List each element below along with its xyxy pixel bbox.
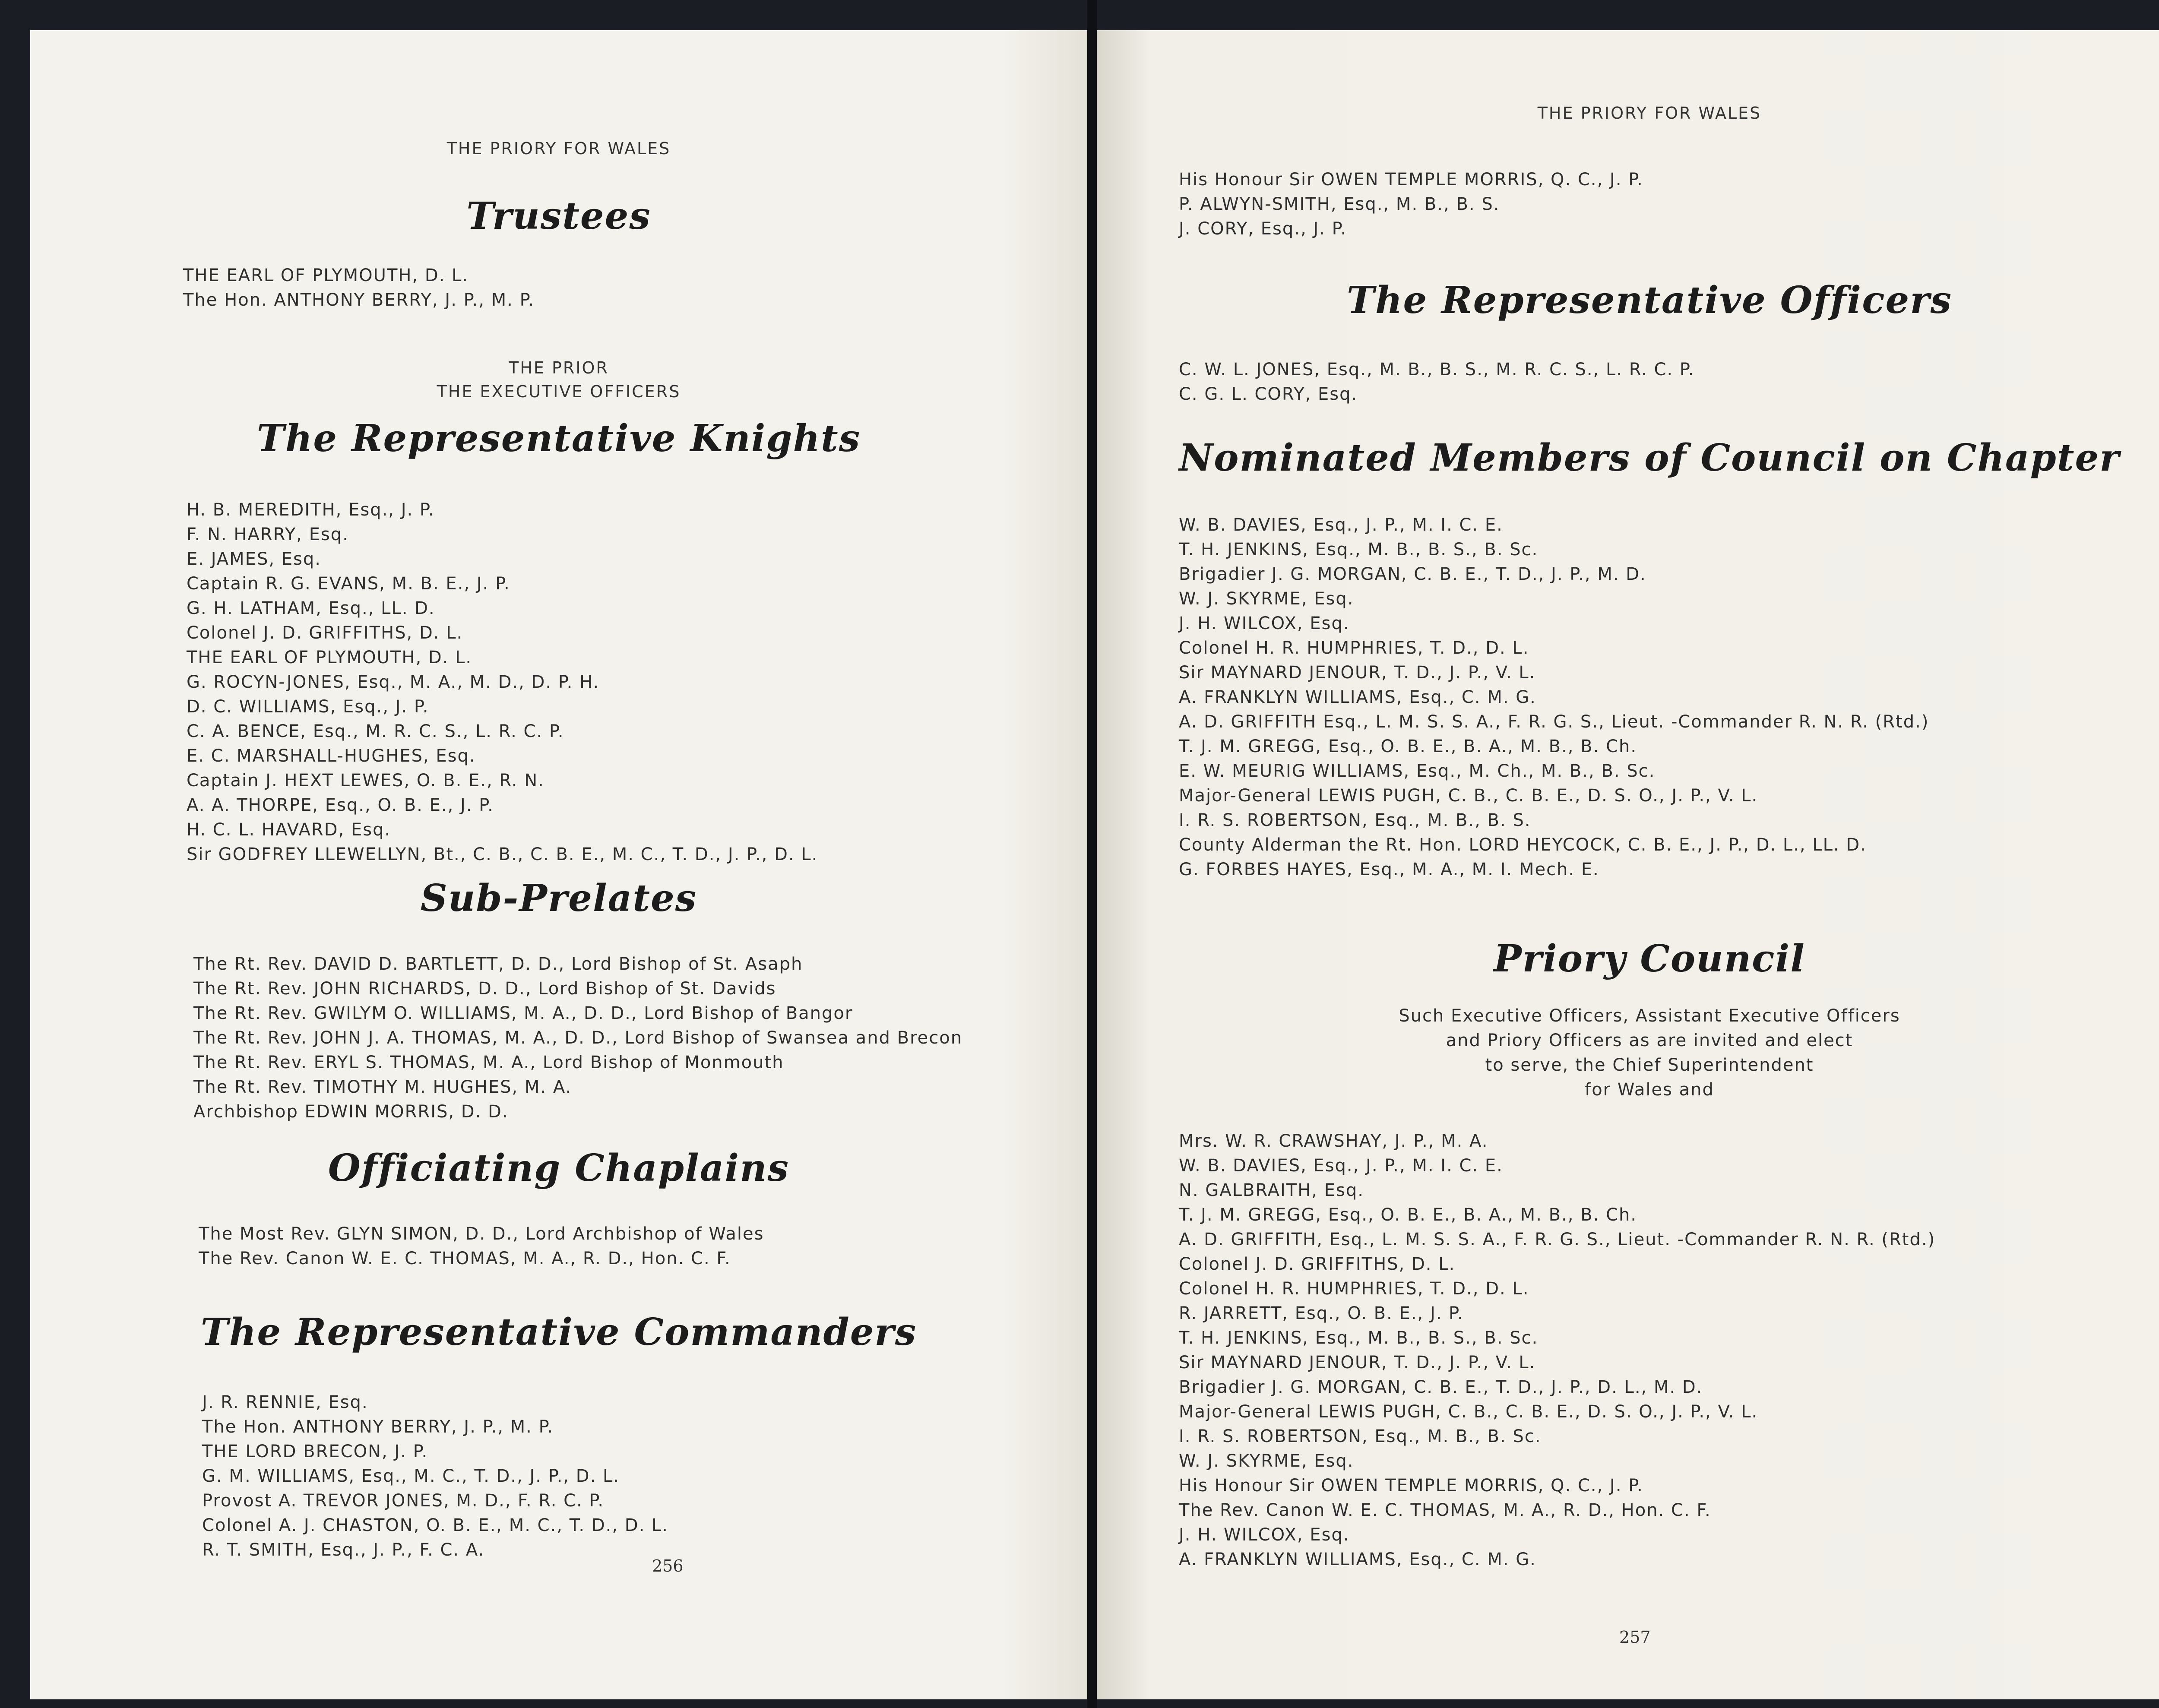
list-item: A. FRANKLYN WILLIAMS, Esq., C. M. G. [1179,1550,1536,1569]
list-item: Brigadier J. G. MORGAN, C. B. E., T. D., J. P., D. L., M. D. [1179,1377,1703,1397]
list-item: C. W. L. JONES, Esq., M. B., B. S., M. R. C. S., L. R. C. P. [1179,360,1695,380]
list-item: The Rt. Rev. JOHN J. A. THOMAS, M. A., D. D., Lord Bishop of Swansea and Brecon [193,1028,963,1048]
list-item: J. H. WILCOX, Esq. [1179,1525,1350,1545]
list-item: A. FRANKLYN WILLIAMS, Esq., C. M. G. [1179,687,1536,707]
list-item: I. R. S. ROBERTSON, Esq., M. B., B. Sc. [1179,1426,1542,1446]
list-item: A. D. GRIFFITH Esq., L. M. S. S. A., F. R. G. S., Lieut. -Commander R. N. R. (Rtd.) [1179,712,1929,732]
list-item: G. H. LATHAM, Esq., LL. D. [187,598,435,618]
right-page [1097,30,2159,1699]
list-item: G. FORBES HAYES, Esq., M. A., M. I. Mech. E. [1179,860,1599,879]
list-item: THE EARL OF PLYMOUTH, D. L. [183,266,469,285]
officers-heading: The Representative Officers [1346,278,1953,322]
list-item: G. ROCYN-JONES, Esq., M. A., M. D., D. P. H. [187,672,600,692]
list-item: County Alderman the Rt. Hon. LORD HEYCOCK, C. B. E., J. P., D. L., LL. D. [1179,835,1867,855]
list-item: C. A. BENCE, Esq., M. R. C. S., L. R. C. P. [187,721,564,741]
list-item: His Honour Sir OWEN TEMPLE MORRIS, Q. C., J. P. [1179,1476,1643,1496]
continued-names-list [1179,168,1643,241]
sub-prelates-heading: Sub-Prelates [420,876,697,920]
list-item: W. B. DAVIES, Esq., J. P., M. I. C. E. [1179,1156,1503,1176]
list-item: Sir MAYNARD JENOUR, T. D., J. P., V. L. [1179,1353,1536,1373]
list-item: W. J. SKYRME, Esq. [1179,1451,1354,1471]
list-item: The Most Rev. GLYN SIMON, D. D., Lord Archbishop of Wales [199,1224,764,1244]
list-item: P. ALWYN-SMITH, Esq., M. B., B. S. [1179,194,1500,214]
book-spine [1087,0,1097,1708]
trustees-heading: Trustees [466,194,651,238]
list-item: The Rt. Rev. TIMOTHY M. HUGHES, M. A. [193,1077,572,1097]
chaplains-list [199,1222,764,1271]
chaplains-heading: Officiating Chaplains [328,1146,790,1190]
list-item: The Rt. Rev. GWILYM O. WILLIAMS, M. A., D. D., Lord Bishop of Bangor [193,1003,853,1023]
list-item: R. JARRETT, Esq., O. B. E., J. P. [1179,1303,1464,1323]
council-heading: Priory Council [1494,937,1805,981]
list-item: The Rt. Rev. DAVID D. BARTLETT, D. D., Lord Bishop of St. Asaph [193,954,803,974]
list-item: Sir GODFREY LLEWELLYN, Bt., C. B., C. B. E., M. C., T. D., J. P., D. L. [187,845,818,864]
list-item: THE EARL OF PLYMOUTH, D. L. [187,648,472,667]
list-item: The Hon. ANTHONY BERRY, J. P., M. P. [202,1417,554,1437]
list-item: The Rt. Rev. ERYL S. THOMAS, M. A., Lord Bishop of Monmouth [193,1053,784,1072]
list-item: R. T. SMITH, Esq., J. P., F. C. A. [202,1540,485,1560]
left-page [30,30,1087,1699]
list-item: Captain J. HEXT LEWES, O. B. E., R. N. [187,771,544,791]
list-item: D. C. WILLIAMS, Esq., J. P. [187,697,429,717]
list-item: A. D. GRIFFITH, Esq., L. M. S. S. A., F. R. G. S., Lieut. -Commander R. N. R. (Rtd.) [1179,1230,1936,1249]
list-item: Colonel H. R. HUMPHRIES, T. D., D. L. [1179,1279,1529,1299]
list-item: Captain R. G. EVANS, M. B. E., J. P. [187,574,510,594]
running-head: THE PRIORY FOR WALES [446,139,671,158]
list-item: Mrs. W. R. CRAWSHAY, J. P., M. A. [1179,1131,1488,1151]
list-item: H. C. L. HAVARD, Esq. [187,820,391,840]
trustees-list [183,263,535,313]
council-intro-line: to serve, the Chief Superintendent [1485,1055,1814,1075]
nominated-heading: Nominated Members of Council on Chapter [1179,436,2120,480]
list-item: F. N. HARRY, Esq. [187,525,349,544]
list-item: W. B. DAVIES, Esq., J. P., M. I. C. E. [1179,515,1503,535]
list-item: Provost A. TREVOR JONES, M. D., F. R. C. P. [202,1491,605,1511]
list-item: I. R. S. ROBERTSON, Esq., M. B., B. S. [1179,810,1531,830]
commanders-list [202,1390,668,1563]
list-item: Sir MAYNARD JENOUR, T. D., J. P., V. L. [1179,663,1536,683]
executive-officers-line: THE EXECUTIVE OFFICERS [437,382,681,401]
list-item: THE LORD BRECON, J. P. [202,1442,428,1461]
list-item: J. R. RENNIE, Esq. [202,1392,368,1412]
list-item: Colonel A. J. CHASTON, O. B. E., M. C., T. D., D. L. [202,1515,669,1535]
list-item: T. H. JENKINS, Esq., M. B., B. S., B. Sc. [1179,540,1539,560]
knights-heading: The Representative Knights [256,417,861,460]
list-item: C. G. L. CORY, Esq. [1179,384,1358,404]
list-item: A. A. THORPE, Esq., O. B. E., J. P. [187,795,494,815]
council-list [1179,1129,1935,1572]
nominated-list [1179,513,1929,882]
running-head: THE PRIORY FOR WALES [1537,104,1762,123]
list-item: N. GALBRAITH, Esq. [1179,1180,1364,1200]
list-item: J. H. WILCOX, Esq. [1179,614,1350,633]
officers-list [1179,357,1694,407]
sub-prelates-list [193,952,962,1124]
list-item: The Rev. Canon W. E. C. THOMAS, M. A., R. D., Hon. C. F. [199,1249,731,1268]
council-intro-line: for Wales and [1585,1080,1714,1100]
prior-line: THE PRIOR [509,358,609,377]
list-item: Major-General LEWIS PUGH, C. B., C. B. E., D. S. O., J. P., V. L. [1179,1402,1758,1422]
list-item: W. J. SKYRME, Esq. [1179,589,1354,609]
list-item: H. B. MEREDITH, Esq., J. P. [187,500,435,520]
list-item: E. W. MEURIG WILLIAMS, Esq., M. Ch., M. B., B. Sc. [1179,761,1656,781]
council-intro-line: Such Executive Officers, Assistant Executive Officers [1399,1006,1900,1026]
list-item: T. J. M. GREGG, Esq., O. B. E., B. A., M. B., B. Ch. [1179,1205,1637,1225]
list-item: G. M. WILLIAMS, Esq., M. C., T. D., J. P., D. L. [202,1466,620,1486]
list-item: T. H. JENKINS, Esq., M. B., B. S., B. Sc. [1179,1328,1539,1348]
list-item: Major-General LEWIS PUGH, C. B., C. B. E., D. S. O., J. P., V. L. [1179,786,1758,806]
list-item: Archbishop EDWIN MORRIS, D. D. [193,1102,509,1122]
council-intro [1097,1004,2159,1102]
list-item: His Honour Sir OWEN TEMPLE MORRIS, Q. C., J. P. [1179,170,1643,190]
list-item: Brigadier J. G. MORGAN, C. B. E., T. D., J. P., M. D. [1179,564,1646,584]
list-item: Colonel H. R. HUMPHRIES, T. D., D. L. [1179,638,1529,658]
list-item: Colonel J. D. GRIFFITHS, D. L. [1179,1254,1456,1274]
commanders-heading: The Representative Commanders [200,1310,917,1354]
council-intro-line: and Priory Officers as are invited and elect [1446,1031,1853,1050]
list-item: J. CORY, Esq., J. P. [1179,219,1347,239]
list-item: The Rev. Canon W. E. C. THOMAS, M. A., R. D., Hon. C. F. [1179,1500,1711,1520]
knights-list [187,498,818,867]
list-item: Colonel J. D. GRIFFITHS, D. L. [187,623,463,643]
list-item: The Rt. Rev. JOHN RICHARDS, D. D., Lord Bishop of St. Davids [193,979,776,999]
list-item: E. C. MARSHALL-HUGHES, Esq. [187,746,476,766]
page-number: 256 [652,1556,684,1575]
page-number: 257 [1619,1628,1651,1647]
list-item: The Hon. ANTHONY BERRY, J. P., M. P. [183,290,535,310]
list-item: T. J. M. GREGG, Esq., O. B. E., B. A., M. B., B. Ch. [1179,737,1637,756]
list-item: E. JAMES, Esq. [187,549,321,569]
